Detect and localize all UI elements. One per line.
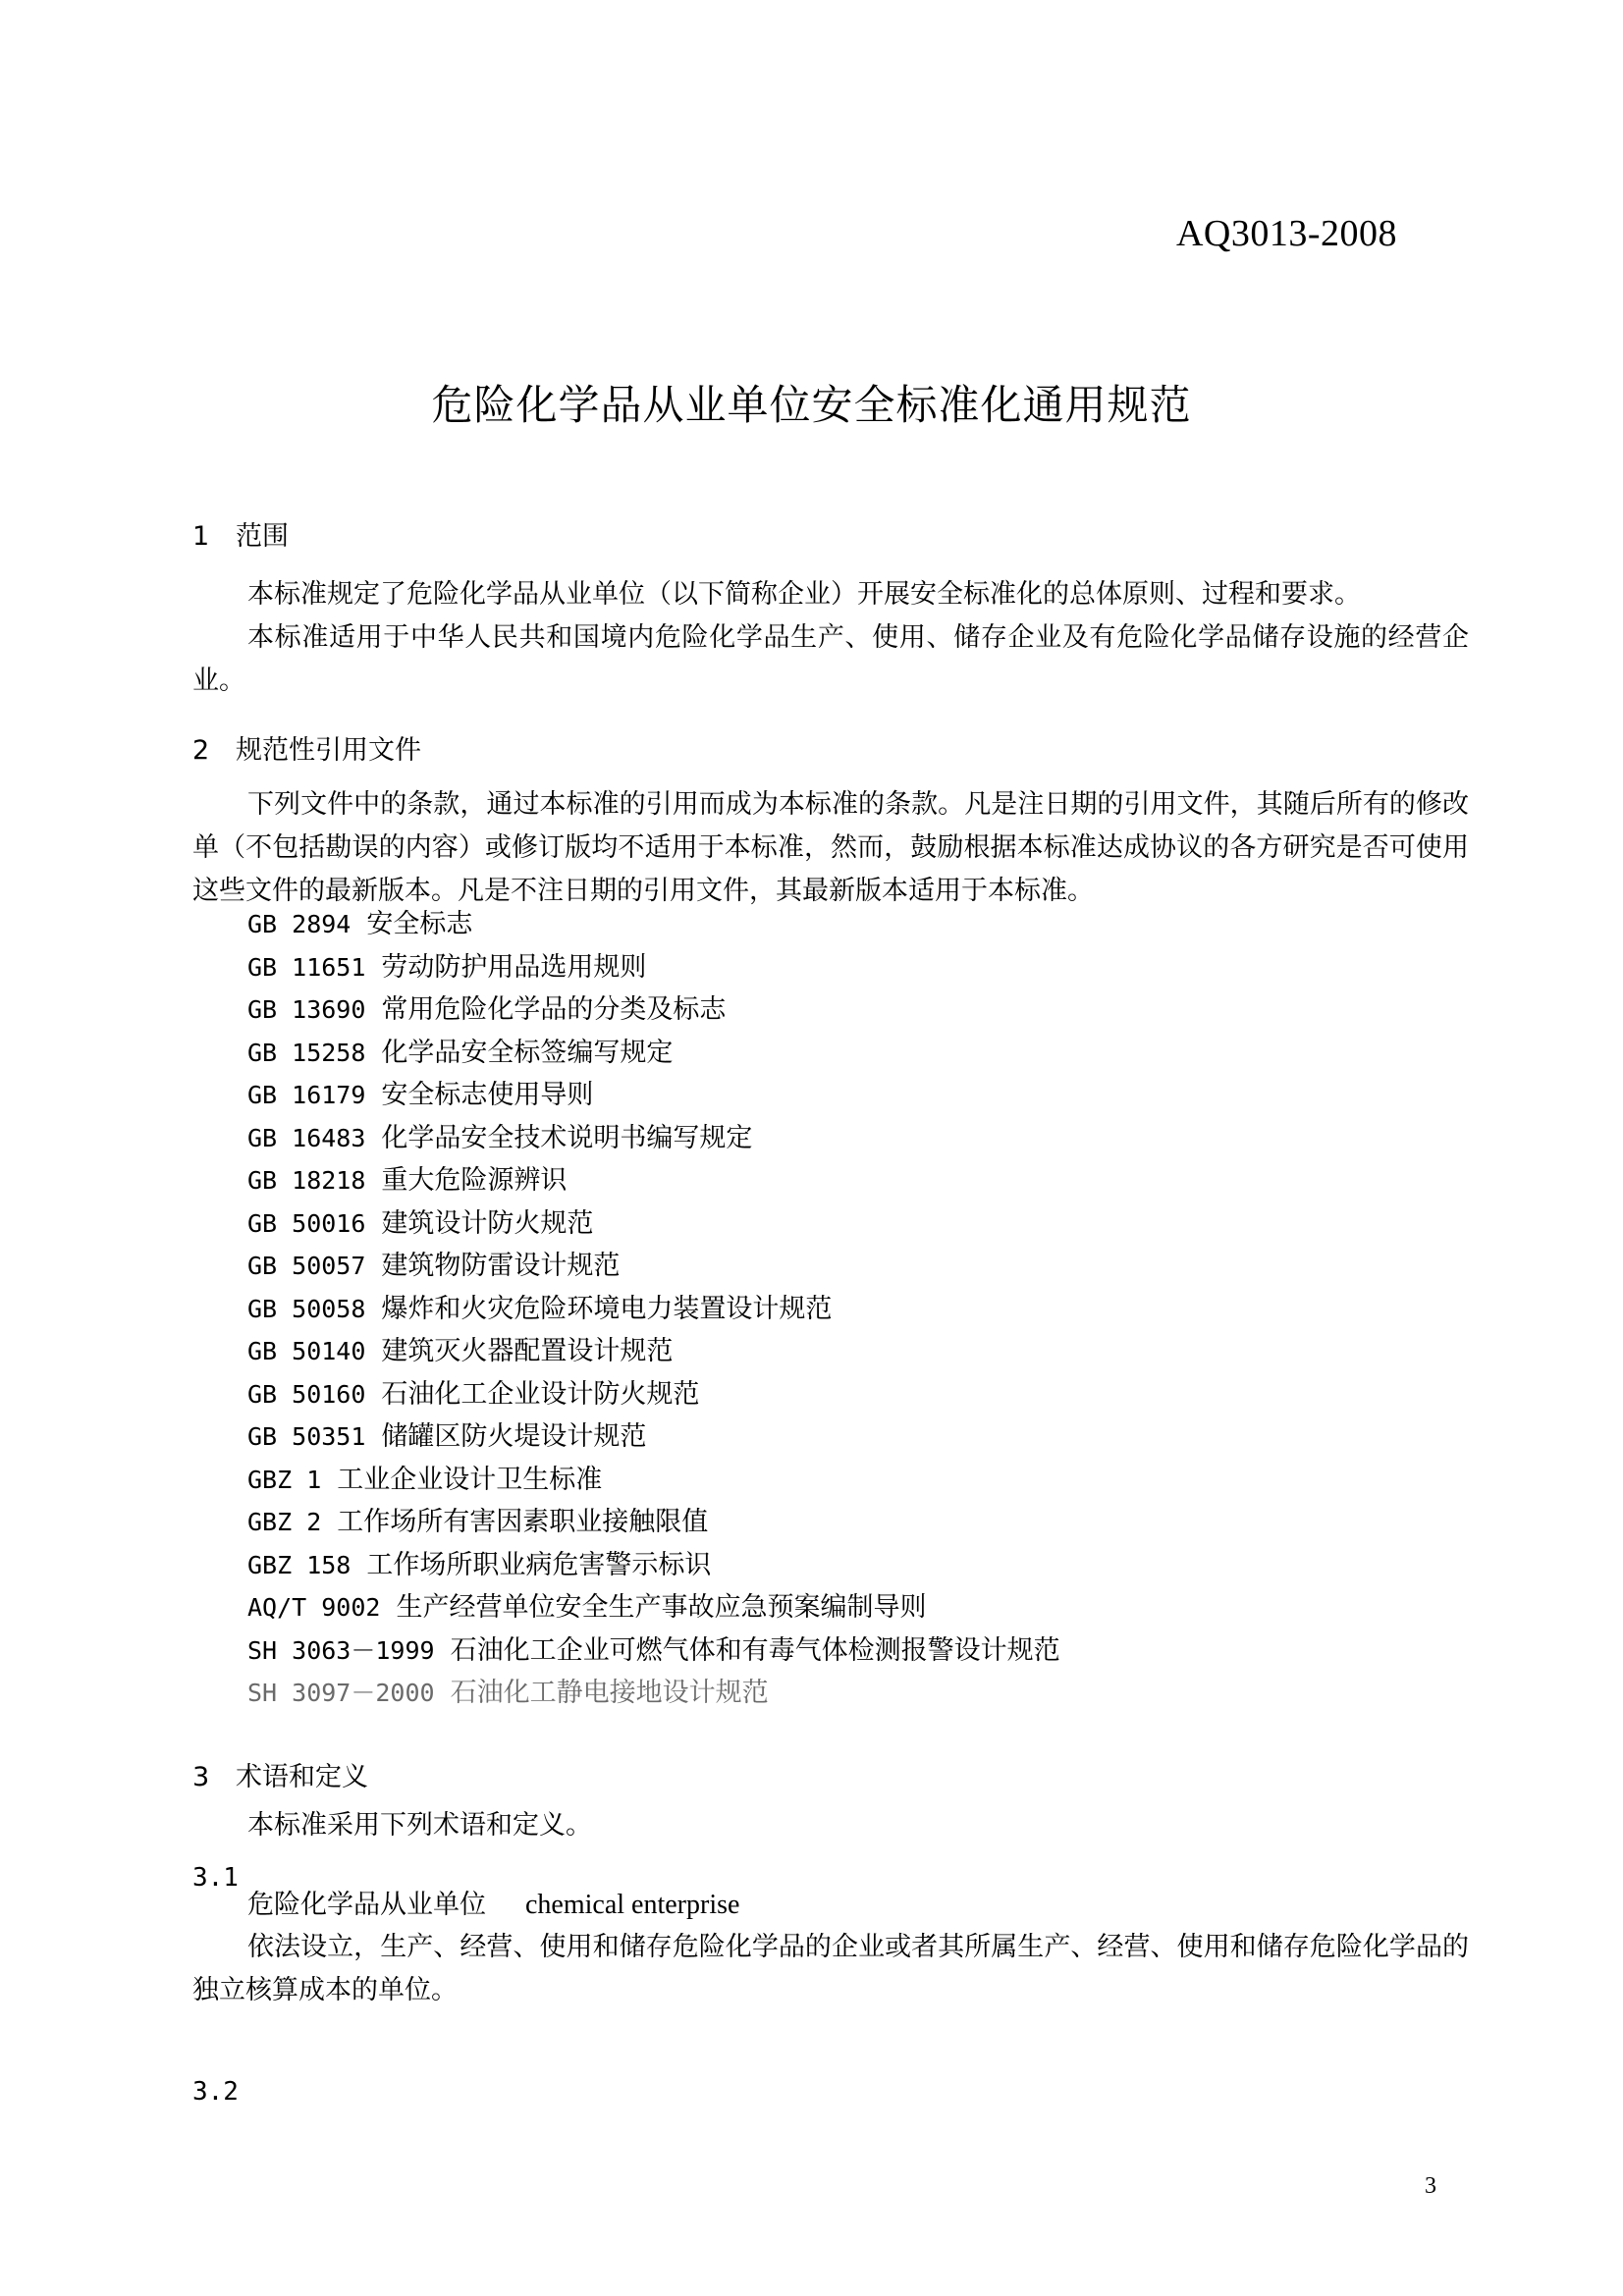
- reference-code: GB 50351: [247, 1422, 366, 1451]
- section-number: 2: [192, 735, 210, 766]
- standard-code: AQ3013-2008: [1175, 213, 1397, 254]
- reference-code: GB 50058: [247, 1294, 366, 1323]
- reference-title: 工业企业设计卫生标准: [337, 1464, 603, 1495]
- section-number: 3: [192, 1762, 210, 1792]
- reference-title: 石油化工静电接地设计规范: [450, 1678, 769, 1708]
- reference-item: [247, 1544, 1060, 1587]
- reference-code: GB 11651: [247, 952, 366, 982]
- reference-code: GB 18218: [247, 1166, 366, 1195]
- section-1-body: [192, 573, 1469, 703]
- reference-title: 生产经营单位安全生产事故应急预案编制导则: [396, 1592, 927, 1623]
- reference-title: 建筑物防雷设计规范: [381, 1251, 621, 1281]
- reference-item: [247, 1330, 1060, 1373]
- term-chinese: 危险化学品从业单位: [247, 1890, 486, 1920]
- section-3-heading: [192, 1755, 368, 1793]
- term-definition: [192, 1926, 1469, 2012]
- reference-item: [247, 1288, 1060, 1331]
- section-title: 范围: [236, 521, 289, 552]
- reference-code: GBZ 2: [247, 1508, 322, 1536]
- section-number: 1: [192, 521, 210, 552]
- reference-title: 劳动防护用品选用规则: [381, 951, 647, 983]
- section-2-intro: [192, 783, 1469, 913]
- reference-code: GB 50057: [247, 1252, 366, 1280]
- term-english: chemical enterprise: [525, 1890, 740, 1920]
- reference-code: GB 50140: [247, 1337, 366, 1365]
- section-title: 规范性引用文件: [236, 735, 421, 766]
- reference-code: GB 16179: [247, 1081, 366, 1109]
- paragraph: 本标准采用下列术语和定义。: [247, 1810, 592, 1841]
- reference-list: [247, 903, 1060, 1715]
- section-3-intro: [192, 1804, 1469, 1847]
- reference-item: [247, 1629, 1060, 1673]
- reference-title: 建筑设计防火规范: [381, 1207, 594, 1239]
- reference-item: [247, 1117, 1060, 1160]
- paragraph: 本标准适用于中华人民共和国境内危险化学品生产、使用、储存企业及有危险化学品储存设施的经营企业。: [192, 622, 1469, 696]
- reference-item: [247, 1074, 1060, 1117]
- reference-title: 石油化工企业设计防火规范: [381, 1378, 700, 1410]
- reference-code: SH 3063－1999: [247, 1635, 435, 1665]
- reference-title: 常用危险化学品的分类及标志: [381, 994, 727, 1025]
- paragraph: 依法设立，生产、经营、使用和储存危险化学品的企业或者其所属生产、经营、使用和储存危险化学品的独立核算成本的单位。: [192, 1932, 1469, 2005]
- reference-title: 储罐区防火堤设计规范: [381, 1421, 647, 1452]
- reference-item: [247, 1586, 1060, 1629]
- reference-code: SH 3097－2000: [247, 1679, 435, 1707]
- reference-code: GB 15258: [247, 1038, 366, 1067]
- reference-title: 建筑灭火器配置设计规范: [381, 1336, 674, 1366]
- reference-title: 工作场所职业病危害警示标识: [366, 1549, 712, 1580]
- reference-title: 化学品安全技术说明书编写规定: [381, 1122, 753, 1153]
- reference-item: [247, 1415, 1060, 1459]
- page-number: 3: [1425, 2173, 1436, 2199]
- reference-title: 安全标志使用导则: [381, 1080, 594, 1110]
- reference-item: [247, 1032, 1060, 1075]
- reference-code: GBZ 1: [247, 1465, 322, 1494]
- reference-title: 安全标志: [366, 909, 473, 939]
- reference-item: [247, 1459, 1060, 1502]
- section-1-heading: [192, 514, 289, 553]
- reference-title: 工作场所有害因素职业接触限值: [337, 1507, 709, 1537]
- reference-item: [247, 1202, 1060, 1246]
- reference-code: AQ/T 9002: [247, 1593, 381, 1622]
- reference-item: [247, 1501, 1060, 1544]
- paragraph: 本标准规定了危险化学品从业单位（以下简称企业）开展安全标准化的总体原则、过程和要求。: [247, 579, 1361, 610]
- reference-item: [247, 903, 1060, 946]
- reference-title: 石油化工企业可燃气体和有毒气体检测报警设计规范: [450, 1634, 1060, 1666]
- reference-code: GB 50160: [247, 1379, 366, 1409]
- reference-item: [247, 1159, 1060, 1202]
- clause-number-3-2: 3.2: [192, 2077, 239, 2107]
- reference-code: GBZ 158: [247, 1550, 352, 1579]
- reference-title: 重大危险源辨识: [381, 1165, 568, 1196]
- reference-item: [247, 1373, 1060, 1416]
- reference-title: 化学品安全标签编写规定: [381, 1037, 674, 1068]
- reference-code: GB 50016: [247, 1208, 366, 1238]
- reference-item: [247, 946, 1060, 989]
- paragraph: 下列文件中的条款，通过本标准的引用而成为本标准的条款。凡是注日期的引用文件，其随后所有的修改单（不包括勘误的内容）或修订版均不适用于本标准，然而，鼓励根据本标准达成协议的各方研究是否可使用这些文件的最新版本。凡是不注日期的引用文件，其最新版本适用于本标准。: [192, 789, 1469, 906]
- clause-number-3-1: 3.1: [192, 1863, 239, 1893]
- reference-code: GB 13690: [247, 995, 366, 1024]
- reference-title: 爆炸和火灾危险环境电力装置设计规范: [381, 1293, 833, 1324]
- reference-code: GB 16483: [247, 1123, 366, 1152]
- reference-item: [247, 1672, 1060, 1715]
- term-entry: [247, 1883, 739, 1921]
- section-title: 术语和定义: [236, 1762, 368, 1792]
- section-2-heading: [192, 728, 421, 767]
- reference-code: GB 2894: [247, 910, 352, 938]
- reference-item: [247, 1245, 1060, 1288]
- reference-item: [247, 988, 1060, 1032]
- document-title: 危险化学品从业单位安全标准化通用规范: [431, 381, 1192, 429]
